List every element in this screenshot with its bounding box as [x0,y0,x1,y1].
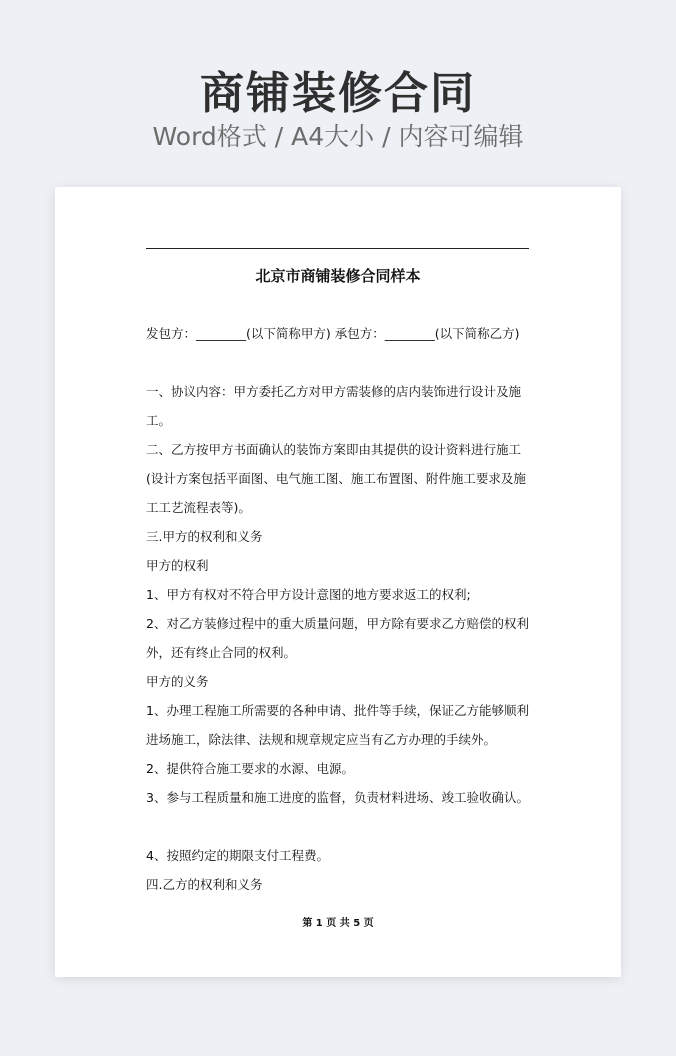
subsection-heading: 甲方的权利 [146,558,209,573]
paragraph: 2、提供符合施工要求的水源、电源。 [146,761,354,776]
paragraph: 2、对乙方装修过程中的重大质量问题，甲方除有要求乙方赔偿的权利外，还有终止合同的权利。 [146,616,529,660]
section-heading: 三.甲方的权利和义务 [146,529,263,544]
paragraph: 4、按照约定的期限支付工程费。 [146,848,329,863]
page-indicator: 第 1 页 共 5 页 [302,918,374,929]
paragraph: 二、乙方按甲方书面确认的装饰方案即由其提供的设计资料进行施工(设计方案包括平面图、电气施工图、施工布置图、附件施工要求及施工工艺流程表等)。 [146,442,526,515]
document-page [55,187,621,977]
banner-subtitle: Word格式 / A4大小 / 内容可编辑 [152,122,524,151]
paragraph: 1、办理工程施工所需要的各种申请、批件等手续，保证乙方能够顺利进场施工，除法律、法规和规章规定应当有乙方办理的手续外。 [146,703,529,747]
header-rule [146,248,529,249]
paragraph: 1、甲方有权对不符合甲方设计意图的地方要求返工的权利; [146,587,471,602]
document-body [146,377,531,899]
section-heading: 四.乙方的权利和义务 [146,877,263,892]
paragraph: 一、协议内容：甲方委托乙方对甲方需装修的店内装饰进行设计及施工。 [146,384,522,428]
spacer [146,812,531,841]
paragraph: 3、参与工程质量和施工进度的监督，负责材料进场、竣工验收确认。 [146,790,529,805]
subsection-heading: 甲方的义务 [146,674,209,689]
banner-title: 商铺装修合同 [200,68,476,119]
parties-line: 发包方：________(以下简称甲方) 承包方：________(以下简称乙方) [146,326,520,341]
document-title: 北京市商铺装修合同样本 [255,267,421,285]
